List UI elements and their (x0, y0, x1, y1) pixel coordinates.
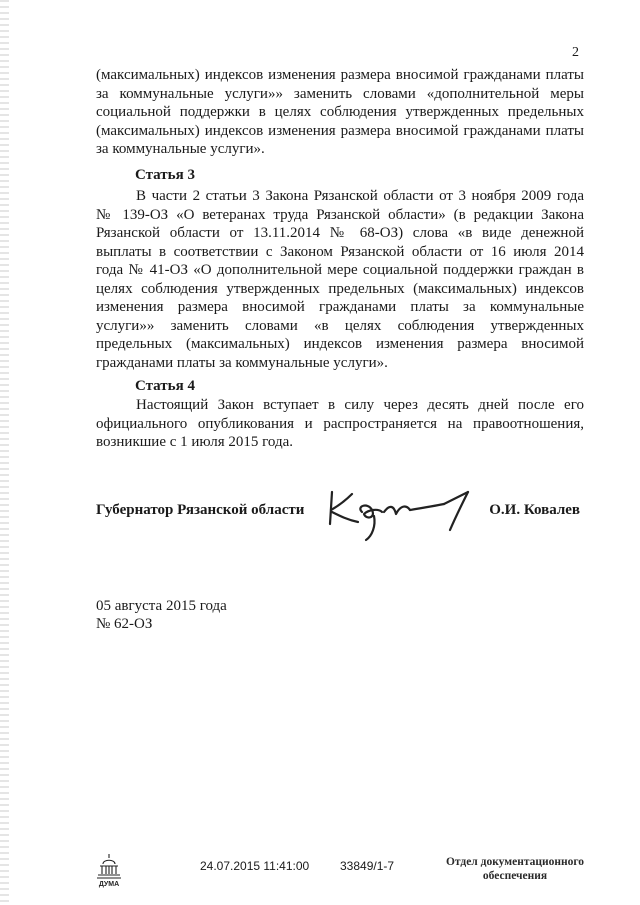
article-4-line: возникшие с 1 июля 2015 года. (96, 434, 294, 450)
footer-code: 33849/1-7 (340, 859, 395, 873)
duma-logo-text: ДУМА (98, 881, 120, 888)
footer-timestamp: 24.07.2015 11:41:00 (200, 859, 310, 873)
intro-line: (максимальных) индексов изменения размера вносимой гражданами платы (96, 122, 584, 139)
footer-department-stamp (440, 855, 590, 883)
document-date: 05 августа 2015 года (96, 598, 227, 614)
article-3-line: выплаты в соответствии с Законом Рязанской области от 16 июля 2014 (96, 243, 584, 260)
article-4-heading: Статья 4 (135, 378, 195, 394)
intro-line: за коммунальные услуги»» заменить словами «дополнительной меры (96, 85, 584, 102)
article-3-body (96, 187, 584, 372)
intro-line: за коммунальные услуги». (96, 141, 265, 157)
article-4-line: официального опубликования и распространяется на правоотношения, (96, 415, 584, 432)
footer-dept-line: Отдел документационного (445, 856, 585, 868)
page-number: 2 (572, 45, 579, 60)
handwritten-signature (322, 486, 482, 544)
signer-name: О.И. Ковалев (489, 502, 580, 518)
intro-paragraph (96, 66, 584, 159)
article-3-line: услуги»» заменить словами «в целях соблюдения утвержденных (96, 317, 584, 334)
intro-line: (максимальных) индексов изменения размера вносимой гражданами платы (96, 67, 584, 83)
article-4-body (96, 396, 584, 452)
article-3-line: года № 41-ОЗ «О дополнительной мере социальной поддержки граждан в (96, 262, 584, 278)
scan-edge-artifact (0, 0, 9, 905)
article-3-line: изменения размера вносимой гражданами платы за коммунальные (96, 299, 584, 315)
article-3-line: целях соблюдения утвержденных предельных (максимальных) индексов (96, 280, 584, 297)
article-3-line: № 139-ОЗ «О ветеранах труда Рязанской области» (в редакции Закона (96, 206, 584, 223)
duma-logo-icon (94, 852, 124, 888)
document-number: № 62-ОЗ (96, 616, 153, 632)
footer-dept-line: обеспечения (482, 870, 548, 882)
article-3-line: гражданами платы за коммунальные услуги». (96, 354, 388, 371)
article-4-line: Настоящий Закон вступает в силу через десять дней после его (136, 397, 584, 413)
intro-line: социальной поддержки в целях соблюдения утвержденных предельных (96, 104, 584, 120)
article-3-line: предельных (максимальных) индексов изменения размера вносимой (96, 336, 584, 352)
article-3-line: В части 2 статьи 3 Закона Рязанской области от 3 ноября 2009 года (136, 188, 584, 204)
article-3-line: Рязанской области от 13.11.2014 № 68-ОЗ) слова «в виде денежной (96, 225, 584, 241)
date-block (96, 597, 227, 633)
signature-row (96, 496, 584, 546)
article-3-heading: Статья 3 (135, 167, 195, 183)
signer-title: Губернатор Рязанской области (96, 502, 305, 518)
